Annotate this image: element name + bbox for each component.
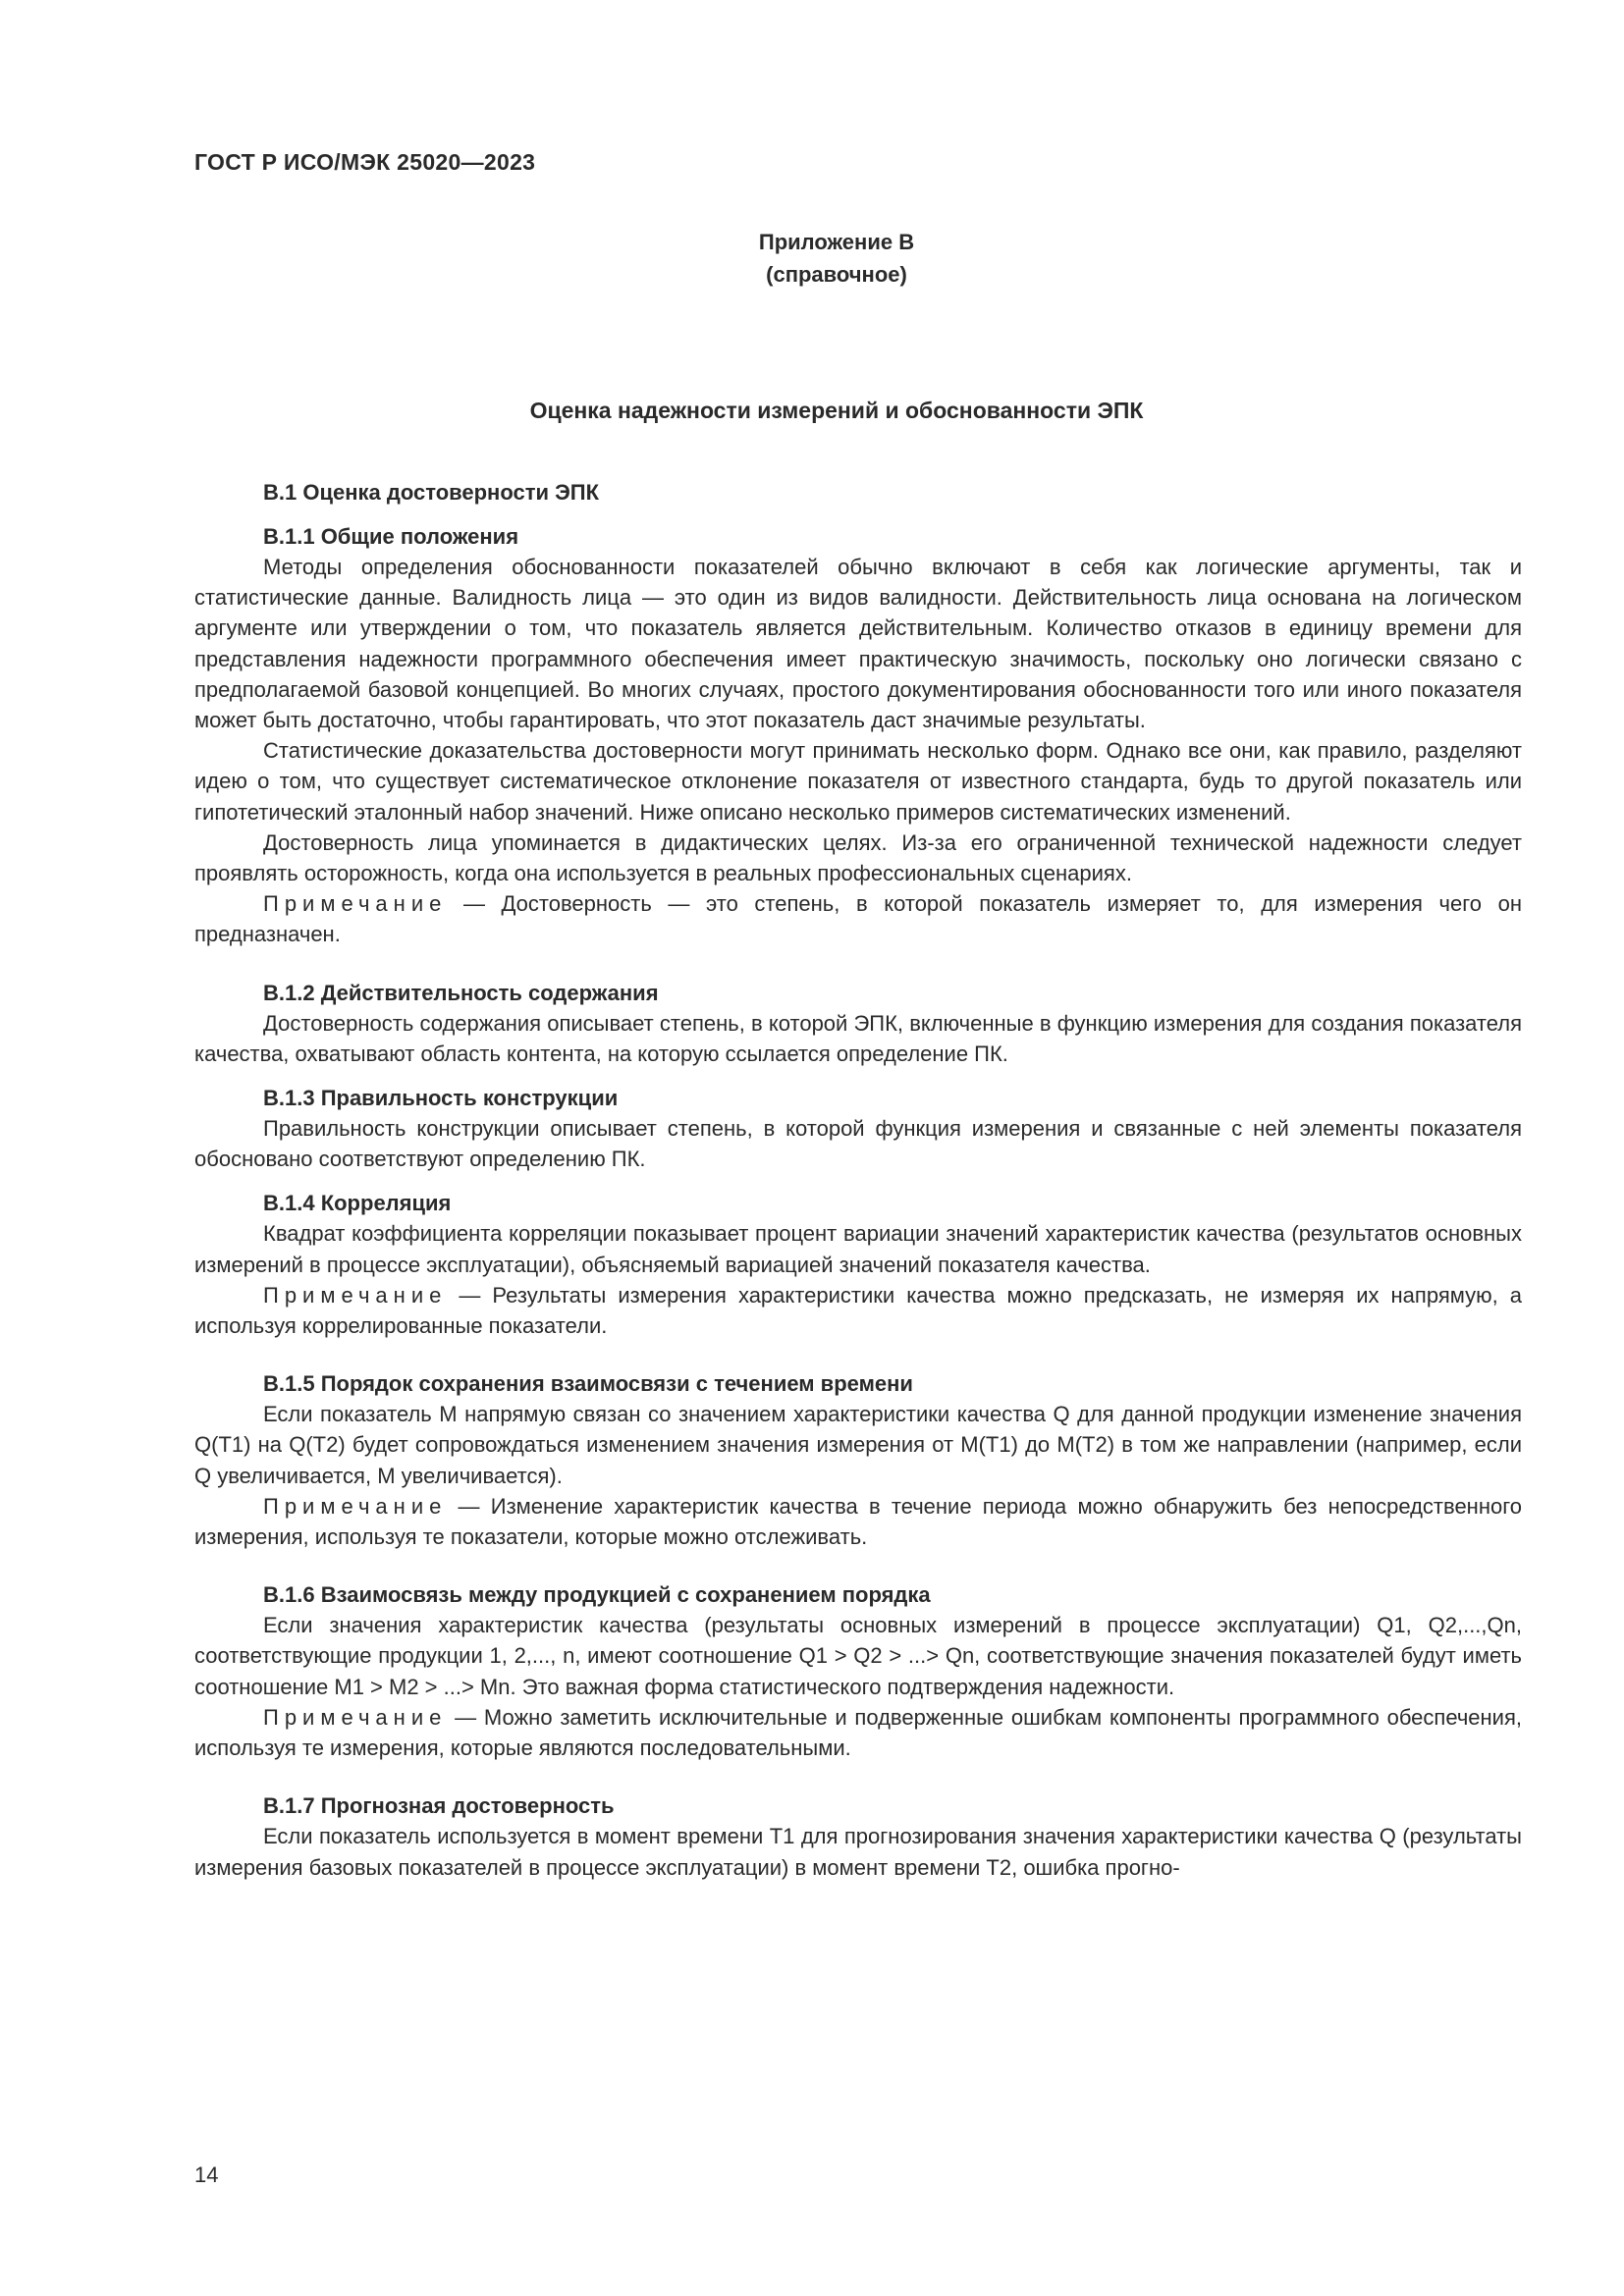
section-heading-b1-6: В.1.6 Взаимосвязь между продукцией с сохранением порядка [263, 1582, 931, 1608]
appendix-title: Оценка надежности измерений и обоснованности ЭПК [529, 398, 1144, 423]
paragraph: Методы определения обоснованности показателей обычно включают в себя как логические аргументы, так и статистические данные. Валидность лица — это один из видов валидности. Действительность лица основана на логическом аргументе или утверждении о том, что показатель является действительным. Количество отказов в единицу времени для представления надежности программного обеспечения имеет практическую значимость, поскольку оно логически связано с предполагаемой базовой концепцией. Во многих случаях, простого документирования обоснованности того или иного показателя может быть достаточно, чтобы гарантировать, что этот показатель даст значимые результаты. [194, 555, 1522, 733]
note-text: — Результаты измерения характеристики качества можно предсказать, не измеряя их напрямую, а используя коррелированные показатели. [194, 1282, 1522, 1339]
note-label: Примечание [263, 891, 448, 917]
note-label: Примечание [263, 1493, 448, 1519]
document-body [194, 477, 1522, 1883]
page-number: 14 [194, 2163, 219, 2187]
note [194, 1702, 1522, 1763]
note-text: — Изменение характеристик качества в течение периода можно обнаружить без непосредственного измерения, используя те показатели, которые можно отслеживать. [194, 1493, 1522, 1550]
appendix-heading [0, 226, 1624, 291]
paragraph: Достоверность лица упоминается в дидактических целях. Из-за его ограниченной технической надежности следует проявлять осторожность, когда она используется в реальных профессиональных сценариях. [194, 829, 1522, 886]
appendix-status: (справочное) [766, 262, 907, 287]
note-label: Примечание [263, 1282, 448, 1308]
paragraph: Статистические доказательства достоверности могут принимать несколько форм. Однако все они, как правило, разделяют идею о том, что существует систематическое отклонение показателя от известного стандарта, будь то другой показатель или гипотетический эталонный набор значений. Ниже описано несколько примеров систематических изменений. [194, 738, 1522, 825]
paragraph: Достоверность содержания описывает степень, в которой ЭПК, включенные в функцию измерения для создания показателя качества, охватывают область контента, на которую ссылается определение ПК. [194, 1010, 1522, 1066]
section-heading-b1-4: В.1.4 Корреляция [263, 1191, 452, 1216]
section-heading-b1-1: В.1.1 Общие положения [263, 524, 519, 549]
section-heading-b1-5: В.1.5 Порядок сохранения взаимосвязи с течением времени [263, 1371, 913, 1397]
paragraph: Если значения характеристик качества (результаты основных измерений в процессе эксплуатации) Q1, Q2,...,Qn, соответствующие продукции 1, 2,..., n, имеют соотношение Q1 > Q2 > ...> Qn, соответствующие значения показателей будут иметь соотношение M1 > M2 > ...> Mn. Это важная форма статистического подтверждения надежности. [194, 1613, 1522, 1699]
section-heading-b1: В.1 Оценка достоверности ЭПК [263, 480, 600, 505]
appendix-label: Приложение В [758, 230, 915, 254]
note [194, 1491, 1522, 1552]
section-heading-b1-7: В.1.7 Прогнозная достоверность [263, 1793, 615, 1819]
paragraph: Правильность конструкции описывает степень, в которой функция измерения и связанные с ней элементы показателя обосновано соответствуют определению ПК. [194, 1116, 1522, 1172]
note-text: — Можно заметить исключительные и подверженные ошибкам компоненты программного обеспечения, используя те измерения, которые являются последовательными. [194, 1704, 1522, 1761]
note-label: Примечание [263, 1704, 448, 1730]
note-text: — Достоверность — это степень, в которой показатель измеряет то, для измерения чего он предназначен. [194, 891, 1522, 947]
standard-header: ГОСТ Р ИСО/МЭК 25020—2023 [194, 149, 536, 175]
note [194, 1280, 1522, 1341]
section-heading-b1-2: В.1.2 Действительность содержания [263, 980, 659, 1005]
note [194, 888, 1522, 949]
paragraph: Если показатель используется в момент времени T1 для прогнозирования значения характеристики качества Q (результаты измерения базовых показателей в процессе эксплуатации) в момент времени T2, ошибка прогно- [194, 1824, 1522, 1880]
section-heading-b1-3: В.1.3 Правильность конструкции [263, 1086, 619, 1111]
paragraph: Квадрат коэффициента корреляции показывает процент вариации значений характеристик качества (результатов основных измерений в процессе эксплуатации), объясняемый вариацией значений показателя качества. [194, 1221, 1522, 1277]
paragraph: Если показатель M напрямую связан со значением характеристики качества Q для данной продукции изменение значения Q(T1) на Q(T2) будет сопровождаться изменением значения измерения от M(T1) до M(T2) в том же направлении (например, если Q увеличивается, M увеличивается). [194, 1402, 1522, 1488]
